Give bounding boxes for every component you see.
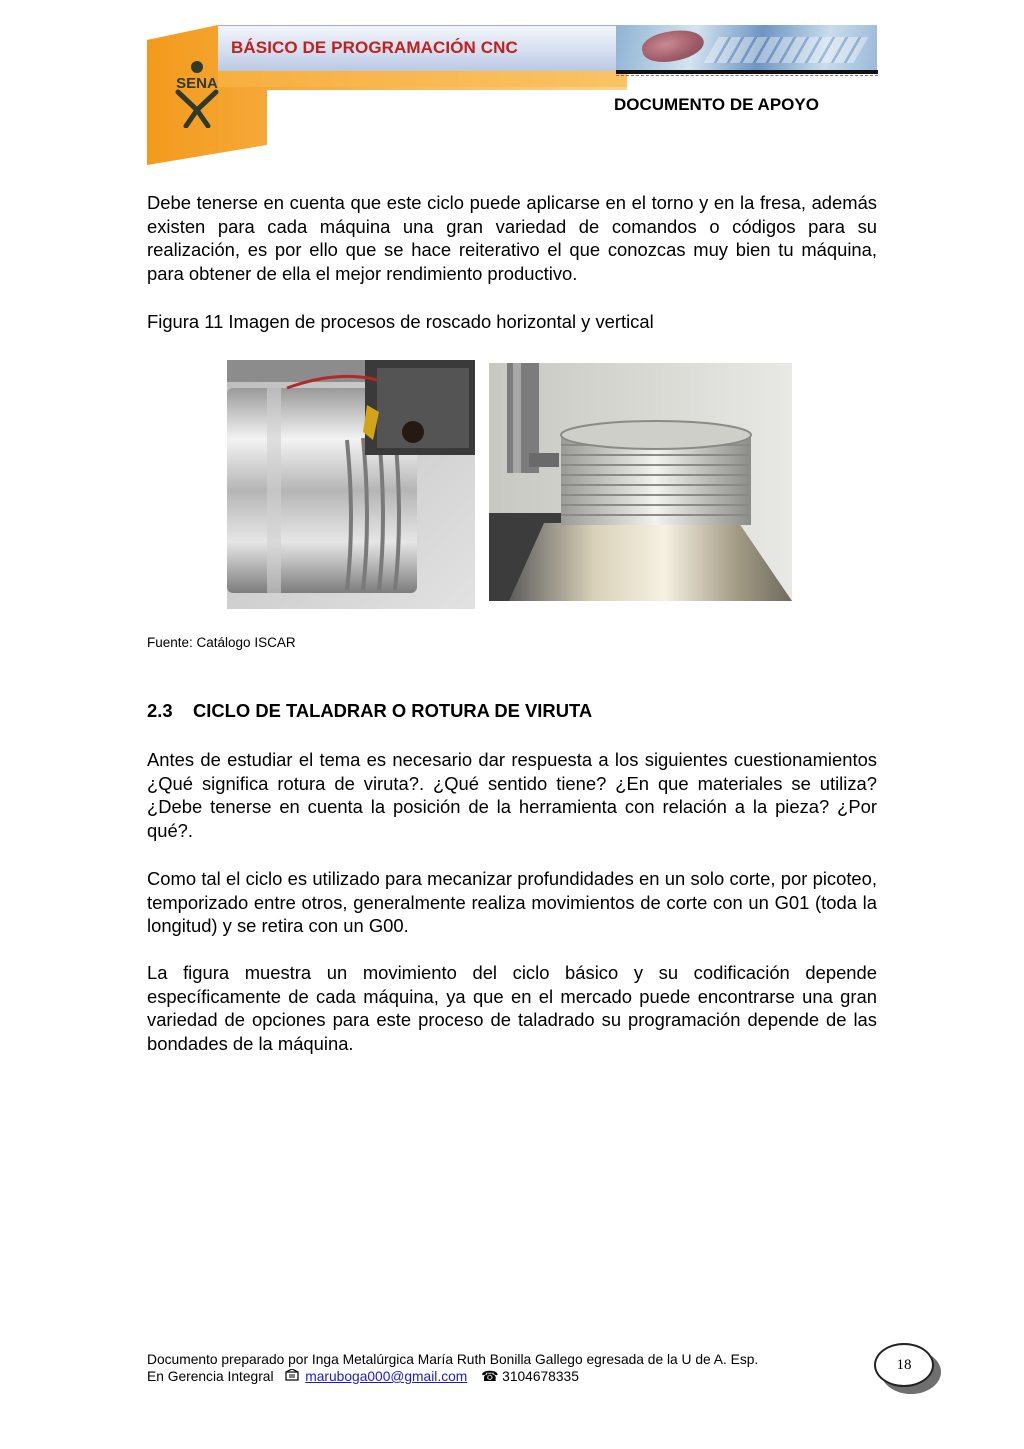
header-title: BÁSICO DE PROGRAMACIÓN CNC bbox=[231, 38, 518, 57]
page-number: 18 bbox=[896, 1357, 912, 1373]
document-type-label: DOCUMENTO DE APOYO bbox=[614, 95, 819, 114]
figure-caption: Figura 11 Imagen de procesos de roscado horizontal y vertical bbox=[147, 311, 654, 332]
paragraph-questions: Antes de estudiar el tema es necesario dar respuesta a los siguientes cuestionamientos ¿Qué significa rotura de viruta?. ¿Qué sentido tiene? ¿En que materiales se utiliza? ¿Debe tenerse en cuenta la posición de la herramienta con relación a la pieza? ¿Por qué?. bbox=[147, 749, 877, 841]
footer-credential: En Gerencia Integral bbox=[147, 1369, 274, 1384]
figure-vertical-threading-photo bbox=[489, 363, 792, 601]
footer-author-line: Documento preparado por Inga Metalúrgica María Ruth Bonilla Gallego egresada de la U de A. Esp. bbox=[147, 1352, 759, 1367]
footer-phone: 3104678335 bbox=[502, 1369, 579, 1384]
section-title: CICLO DE TALADRAR O ROTURA DE VIRUTA bbox=[193, 700, 593, 721]
paragraph-figure-explanation: La figura muestra un movimiento del ciclo básico y su codificación depende específicamente de cada máquina, ya que en el mercado puede encontrarse una gran variedad de opciones para este proceso de taladrado su programación depende de las bondades de la máquina. bbox=[147, 962, 877, 1054]
footer-contact-line bbox=[147, 1368, 867, 1385]
figure-source: Fuente: Catálogo ISCAR bbox=[147, 635, 296, 650]
svg-text:SENA: SENA bbox=[176, 75, 218, 92]
section-number: 2.3 bbox=[147, 700, 173, 721]
header-rule-dashed bbox=[616, 75, 878, 76]
footer-email-link[interactable]: maruboga000@gmail.com bbox=[305, 1369, 468, 1384]
header-title-banner bbox=[218, 25, 616, 71]
header-rule bbox=[616, 70, 878, 74]
header-keyboard-photo bbox=[616, 25, 877, 70]
paragraph-intro: Debe tenerse en cuenta que este ciclo puede aplicarse en el torno y en la fresa, además existen para cada máquina una gran variedad de comandos o códigos para su realización, es por ello que se hace reiterativo el que conozcas muy bien tu máquina, para obtener de ella el mejor rendimiento productivo. bbox=[147, 192, 877, 284]
footer bbox=[147, 1351, 867, 1385]
sena-logo-icon bbox=[162, 58, 232, 128]
section-heading bbox=[147, 700, 592, 722]
paragraph-cycle-description: Como tal el ciclo es utilizado para mecanizar profundidades en un solo corte, por picoteo, temporizado entre otros, generalmente realiza movimientos de corte con un G01 (toda la longitud) y se retira con un G00. bbox=[147, 868, 877, 937]
telephone-icon: ☎ bbox=[481, 1369, 499, 1384]
page-number-badge bbox=[874, 1343, 934, 1387]
figure-horizontal-threading-photo bbox=[227, 360, 475, 609]
mailbox-icon bbox=[285, 1368, 301, 1385]
